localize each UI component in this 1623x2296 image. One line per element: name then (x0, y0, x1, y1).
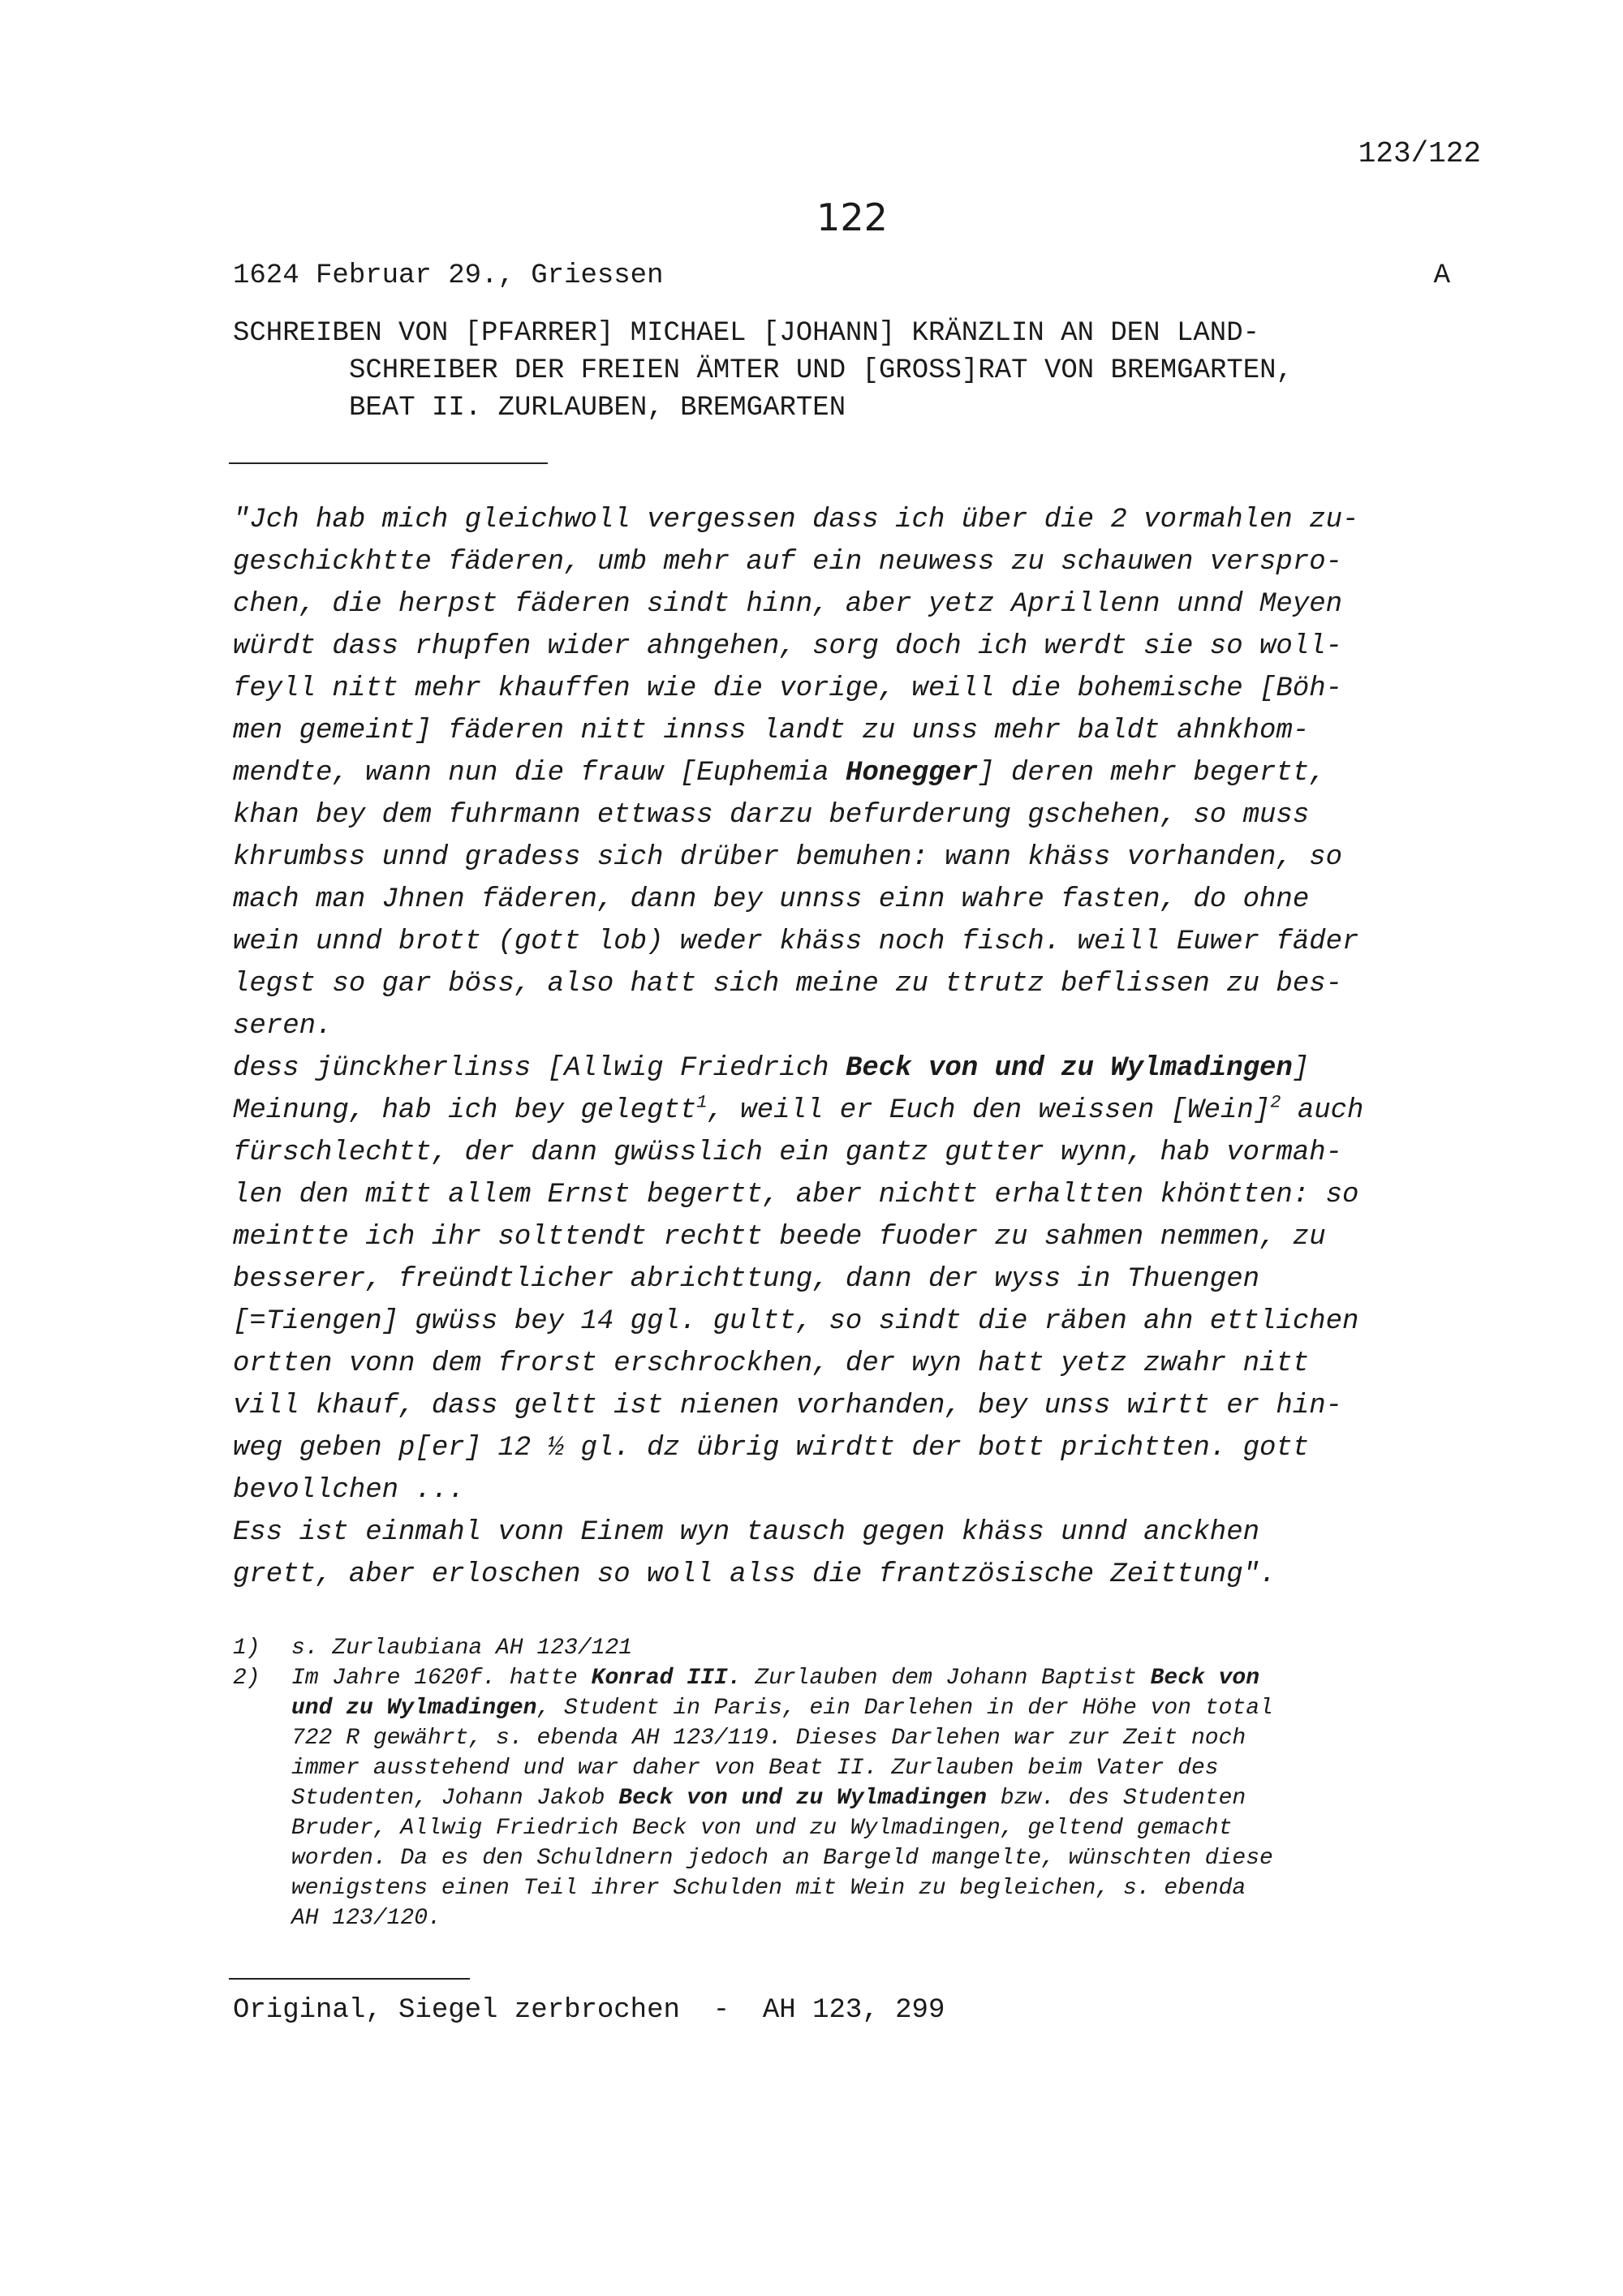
name-emphasis: Beck von und zu Wylmadingen (618, 1786, 987, 1811)
text-line: meintte ich ihr solttendt rechtt beede fuoder zu sahmen nemmen, zu (233, 1222, 1326, 1253)
text-line: len den mitt allem Ernst begertt, aber nichtt erhaltten khöntten: so (233, 1180, 1359, 1210)
text-span: auch (1281, 1095, 1364, 1126)
heading-line: BEAT II. ZURLAUBEN, BREMGARTEN (349, 393, 846, 424)
text-line: weg geben p[er] 12 ½ gl. dz übrig wirdtt der bott prichtten. gott (233, 1433, 1310, 1464)
text-span: bzw. des Studenten (986, 1786, 1246, 1811)
text-line: grett, aber erloschen so woll alss die frantzösische Zeittung". (233, 1559, 1276, 1590)
text-line: Ess ist einmahl vonn Einem wyn tausch gegen khäss unnd anckhen (233, 1517, 1260, 1548)
text-line: bevollchen ... (233, 1475, 465, 1506)
document-heading (233, 315, 1499, 427)
text-line: worden. Da es den Schuldnern jedoch an Bargeld mangelte, wünschten diese (291, 1846, 1273, 1871)
text-line: men gemeint] fäderen nitt innss landt zu unss mehr baldt ahnkhom- (233, 716, 1310, 746)
text-line: geschickhtte fäderen, umb mehr auf ein neuwess zu schauwen verspro- (233, 547, 1343, 578)
text-line: [=Tiengen] gwüss bey 14 ggl. gultt, so sindt die räben ahn ettlichen (233, 1306, 1359, 1337)
text-line: wein unnd brott (gott lob) weder khäss noch fisch. weill Euwer fäder (233, 927, 1359, 957)
footnote (233, 1663, 1499, 1933)
text-line: vill khauf, dass geltt ist nienen vorhanden, bey unss wirtt er hin- (233, 1391, 1343, 1421)
text-line: 722 R gewährt, s. ebenda AH 123/119. Dieses Darlehen war zur Zeit noch (291, 1726, 1246, 1751)
text-line: mach man Jhnen fäderen, dann bey unnss einn wahre fasten, do ohne (233, 884, 1310, 915)
page-reference: 123/122 (1358, 137, 1481, 170)
footnote-number: 1) (233, 1636, 260, 1661)
text-span: , Student in Paris, ein Darlehen in der Höhe von total (536, 1696, 1273, 1721)
text-line: s. Zurlaubiana AH 123/121 (291, 1636, 633, 1661)
date-place-line (233, 258, 1483, 294)
name-emphasis: Beck von (1150, 1666, 1260, 1691)
footnote-ref: 1 (696, 1092, 708, 1113)
text-span: mendte, wann nun die frauw [Euphemia (233, 758, 846, 789)
text-line (233, 752, 1499, 794)
text-line: AH 123/120. (291, 1906, 441, 1931)
text-span: ] (1292, 1053, 1310, 1084)
footnote-text (291, 1663, 1499, 1933)
text-line: immer ausstehend und war daher von Beat II. Zurlauben beim Vater des (291, 1756, 1219, 1781)
date-place: 1624 Februar 29., Griessen (233, 260, 664, 291)
text-line (291, 1663, 1499, 1693)
footnote-number: 2) (233, 1666, 260, 1691)
text-line: Bruder, Allwig Friedrich Beck von und zu Wylmadingen, geltend gemacht (291, 1816, 1233, 1841)
name-emphasis: Konrad III. (591, 1666, 742, 1691)
text-span: ] deren mehr begertt, (978, 758, 1326, 789)
text-span: Meinung, hab ich bey gelegtt (233, 1095, 697, 1126)
text-line: "Jch hab mich gleichwoll vergessen dass ich über die 2 vormahlen zu- (233, 505, 1359, 535)
text-line: fürschlechtt, der dann gwüsslich ein gantz gutter wynn, hab vormah- (233, 1137, 1343, 1168)
text-line: khan bey dem fuhrmann ettwass darzu befurderung gschehen, so muss (233, 800, 1310, 831)
text-span: , weill er Euch den weissen [Wein] (707, 1095, 1271, 1126)
text-line (233, 1090, 1499, 1132)
version-marker: A (1433, 260, 1450, 291)
text-span: Studenten, Johann Jakob (291, 1786, 619, 1811)
text-line: wenigstens einen Teil ihrer Schulden mit Wein zu begleichen, s. ebenda (291, 1876, 1246, 1901)
text-line: seren. (233, 1011, 333, 1042)
source-note: Original, Siegel zerbrochen - AH 123, 299 (233, 1995, 945, 2026)
letter-transcription (233, 499, 1499, 1596)
text-span: Im Jahre 1620f. hatte (291, 1666, 592, 1691)
name-emphasis: Honegger (845, 758, 979, 789)
text-line: chen, die herpst fäderen sindt hinn, aber yetz Aprillenn unnd Meyen (233, 589, 1343, 620)
heading-line: SCHREIBER DER FREIEN ÄMTER UND [GROSS]RAT VON BREMGARTEN, (349, 355, 1293, 386)
text-line (291, 1783, 1499, 1813)
text-line: ortten vonn dem frorst erschrockhen, der wyn hatt yetz zwahr nitt (233, 1348, 1310, 1379)
heading-line: SCHREIBEN VON [PFARRER] MICHAEL [JOHANN] KRÄNZLIN AN DEN LAND- (233, 318, 1260, 349)
heading-divider (229, 462, 548, 464)
text-span: Zurlauben dem Johann Baptist (741, 1666, 1151, 1691)
text-line: khrumbss unnd gradess sich drüber bemuhen: wann khäss vorhanden, so (233, 842, 1343, 873)
footnotes (233, 1633, 1499, 1933)
footnote-ref: 2 (1270, 1092, 1281, 1113)
text-line: feyll nitt mehr khauffen wie die vorige, weill die bohemische [Böh- (233, 673, 1343, 704)
footnote-text (291, 1633, 1499, 1663)
name-emphasis: und zu Wylmadingen (291, 1696, 537, 1721)
text-line (233, 1047, 1499, 1090)
footnote (233, 1633, 1499, 1663)
text-line: legst so gar böss, also hatt sich meine zu ttrutz beflissen zu bes- (233, 969, 1343, 1000)
text-line (291, 1693, 1499, 1723)
text-line: besserer, freündtlicher abrichttung, dann der wyss in Thuengen (233, 1264, 1260, 1295)
source-divider (229, 1978, 470, 1980)
name-emphasis: Beck von und zu Wylmadingen (845, 1053, 1293, 1084)
document-number: 122 (816, 196, 888, 239)
text-span: dess jünckherlinss [Allwig Friedrich (233, 1053, 846, 1084)
text-line: würdt dass rhupfen wider ahngehen, sorg doch ich werdt sie so woll- (233, 631, 1343, 662)
